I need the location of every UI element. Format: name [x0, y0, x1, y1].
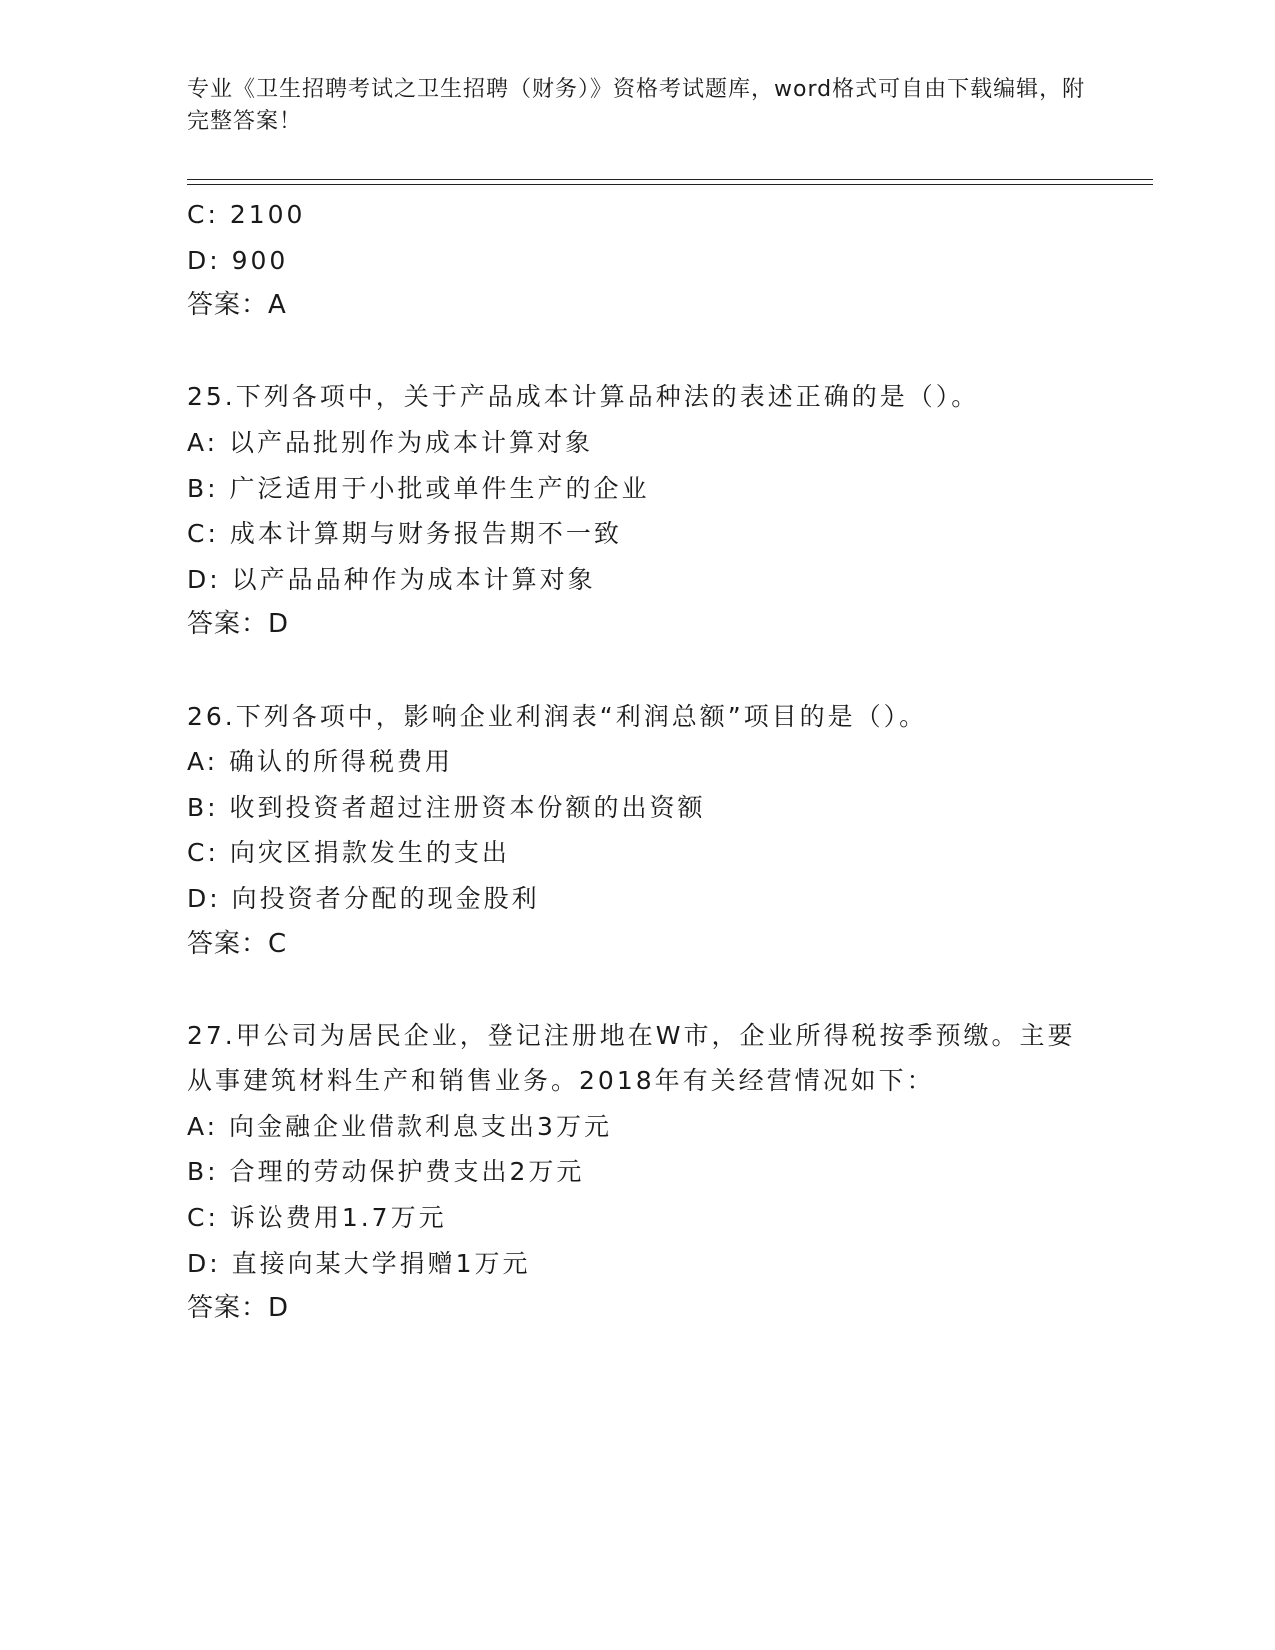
- question-content: [187, 192, 1087, 1332]
- question-block: [187, 374, 1087, 648]
- option-b: B: 收到投资者超过注册资本份额的出资额: [187, 792, 706, 822]
- header-rule-bottom: [187, 184, 1153, 185]
- spacer: [187, 967, 1087, 1013]
- option-d: D: 直接向某大学捐赠1万元: [187, 1248, 531, 1278]
- spacer: [187, 329, 1087, 375]
- option-d: D: 900: [187, 245, 289, 275]
- option-c: C: 成本计算期与财务报告期不一致: [187, 519, 622, 549]
- option-c: C: 向灾区捐款发生的支出: [187, 838, 510, 868]
- option-c: C: 诉讼费用1.7万元: [187, 1203, 447, 1233]
- option-b: B: 合理的劳动保护费支出2万元: [187, 1157, 585, 1187]
- answer-line: 答案：D: [187, 1293, 290, 1324]
- option-a: A: 确认的所得税费用: [187, 747, 454, 777]
- spacer: [187, 648, 1087, 694]
- question-stem: 25.下列各项中，关于产品成本计算品种法的表述正确的是（）。: [187, 382, 980, 412]
- question-stem: 26.下列各项中，影响企业利润表“利润总额”项目的是（）。: [187, 701, 928, 731]
- header-rule-top: [187, 179, 1153, 180]
- option-b: B: 广泛适用于小批或单件生产的企业: [187, 473, 650, 503]
- answer-line: 答案：D: [187, 609, 290, 640]
- answer-line: 答案：C: [187, 928, 288, 959]
- document-header: 专业《卫生招聘考试之卫生招聘（财务）》资格考试题库，word格式可自由下载编辑，附完整答案！: [187, 77, 1086, 134]
- answer-line: 答案：A: [187, 290, 287, 321]
- option-d: D: 以产品品种作为成本计算对象: [187, 564, 596, 594]
- question-block: [187, 694, 1087, 968]
- option-d: D: 向投资者分配的现金股利: [187, 883, 540, 913]
- question-block: [187, 1013, 1087, 1332]
- option-a: A: 以产品批别作为成本计算对象: [187, 427, 594, 457]
- option-a: A: 向金融企业借款利息支出3万元: [187, 1111, 612, 1141]
- question-stem: 27.甲公司为居民企业，登记注册地在W市，企业所得税按季预缴。主要从事建筑材料生产和销售业务。2018年有关经营情况如下：: [187, 1020, 1076, 1096]
- option-c: C: 2100: [187, 200, 306, 229]
